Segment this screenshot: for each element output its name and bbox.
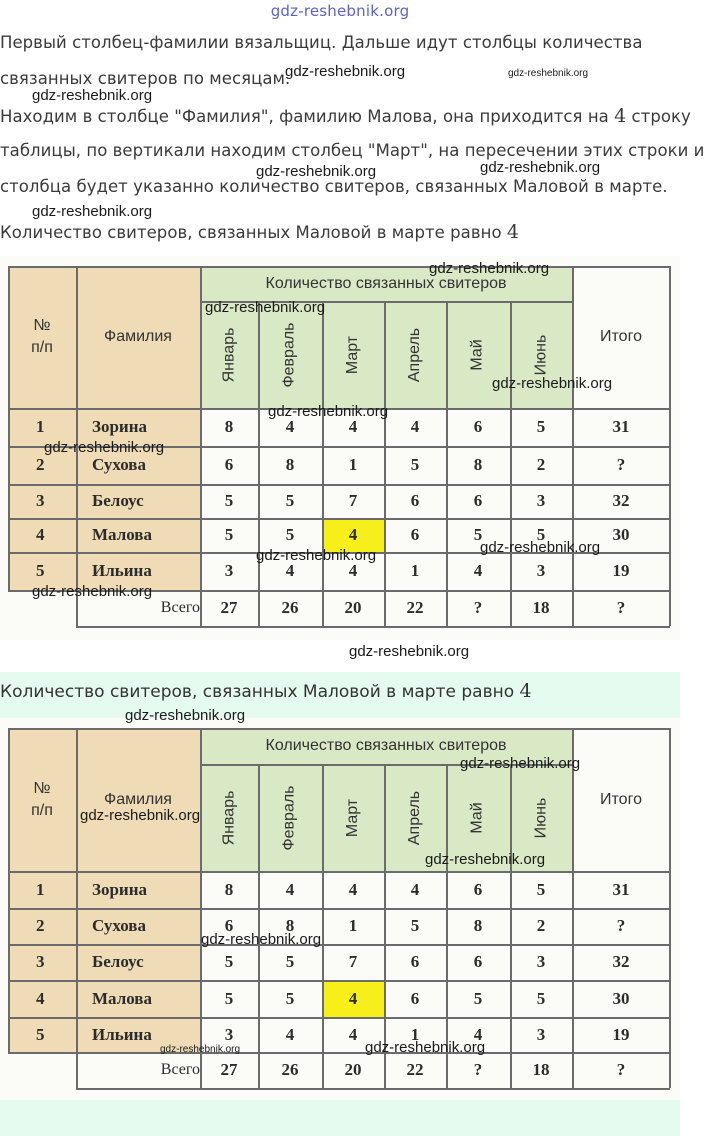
table-cell: 3 xyxy=(536,1024,546,1044)
paragraph-line-1: Первый столбец-фамилии вязальщиц. Дальше идут столбцы количества xyxy=(0,33,643,52)
table-cell: 7 xyxy=(348,491,358,510)
table-cell: 4 xyxy=(348,1024,358,1044)
header-group: Количество связанных свитеров xyxy=(265,274,507,292)
watermark: gdz-reshebnik.org xyxy=(256,547,377,564)
footer-cell: 22 xyxy=(406,1060,424,1079)
row-surname: Зорина xyxy=(92,879,148,899)
watermark: gdz-reshebnik.org xyxy=(480,539,601,556)
header-month-3 xyxy=(322,764,384,871)
watermark: gdz-reshebnik.org xyxy=(32,203,153,220)
header-surname: Фамилия xyxy=(104,328,172,345)
grid-line xyxy=(258,764,260,1088)
footer-total: ? xyxy=(616,1060,626,1079)
row-number: 5 xyxy=(36,1024,45,1044)
table-cell: 4 xyxy=(473,1024,483,1044)
footer-cell: 26 xyxy=(281,598,299,617)
table-cell: 8 xyxy=(224,417,234,436)
grid-line xyxy=(8,484,670,486)
answer-text: Количество свитеров, связанных Маловой в марте равно 4 xyxy=(0,680,532,702)
table-cell: 4 xyxy=(348,879,358,899)
row-surname: Ильина xyxy=(92,561,152,580)
watermark: gdz-reshebnik.org xyxy=(508,68,589,79)
grid-line xyxy=(200,266,202,626)
grid-line xyxy=(8,728,10,1052)
row-total: 19 xyxy=(612,561,630,580)
month-label: Февраль xyxy=(281,321,298,388)
paragraph-line-6: Количество свитеров, связанных Маловой в марте равно 4 xyxy=(0,221,520,243)
watermark: gdz-reshebnik.org xyxy=(268,403,389,420)
table-cell: 6 xyxy=(473,952,483,971)
table-cell: 6 xyxy=(224,455,234,474)
watermark: gdz-reshebnik.org xyxy=(425,851,546,868)
watermark: gdz-reshebnik.org xyxy=(160,1044,241,1055)
table-cell: 6 xyxy=(224,916,234,935)
table-cell: 8 xyxy=(473,916,483,935)
grid-line xyxy=(669,266,671,626)
grid-line xyxy=(76,1088,670,1090)
table-cell: 4 xyxy=(285,879,295,899)
watermark: gdz-reshebnik.org xyxy=(429,260,550,277)
table-cell: 5 xyxy=(410,916,420,935)
table-cell: 4 xyxy=(348,561,358,580)
header-number: № п/п xyxy=(31,779,53,819)
grid-line xyxy=(8,871,670,873)
grid-line xyxy=(572,266,574,626)
table-cell: 6 xyxy=(473,417,483,436)
table-cell: 4 xyxy=(410,879,420,899)
sweaters-table-2 xyxy=(0,718,680,1100)
table-cell: 4 xyxy=(348,988,358,1008)
footer-cell: 18 xyxy=(532,1060,550,1079)
month-label: Май xyxy=(469,801,486,834)
row-total: 32 xyxy=(612,491,630,510)
watermark: gdz-reshebnik.org xyxy=(365,1039,486,1056)
answer-bar xyxy=(0,672,680,712)
table-cell: 8 xyxy=(473,455,483,474)
month-label: Март xyxy=(344,798,361,837)
header-total: Итого xyxy=(600,790,642,808)
grid-line xyxy=(669,728,671,1088)
watermark: gdz-reshebnik.org xyxy=(492,375,613,392)
grid-line xyxy=(76,728,78,1088)
table-cell: 4 xyxy=(285,561,295,580)
grid-line xyxy=(8,266,670,268)
table-cell: 2 xyxy=(536,916,546,935)
row-surname: Ильина xyxy=(92,1024,152,1044)
table-cell: 4 xyxy=(410,417,420,436)
grid-line xyxy=(8,518,670,520)
table-cell: 6 xyxy=(410,952,420,971)
table-cell: 3 xyxy=(224,561,234,580)
header-group: Количество связанных свитеров xyxy=(265,737,507,754)
header-surname: Фамилия xyxy=(104,790,172,808)
footer-cell: 22 xyxy=(406,598,424,617)
watermark: gdz-reshebnik.org xyxy=(201,931,322,948)
watermark: gdz-reshebnik.org xyxy=(256,163,377,180)
header-month-3 xyxy=(322,301,384,408)
table-cell: 1 xyxy=(410,561,420,580)
grid-line xyxy=(76,626,670,628)
row-total: 19 xyxy=(612,1024,630,1044)
row-surname: Белоус xyxy=(92,491,144,510)
table-cell: 5 xyxy=(536,879,546,899)
table-cell: 2 xyxy=(536,455,546,474)
month-label: Июнь xyxy=(531,334,549,375)
table-cell: 1 xyxy=(348,455,358,474)
watermark: gdz-reshebnik.org xyxy=(80,807,201,824)
table-cell: 5 xyxy=(473,988,483,1008)
footer-label: Всего xyxy=(160,1061,200,1078)
table-cell: 5 xyxy=(224,525,234,544)
table-cell: 3 xyxy=(536,952,546,971)
month-label: Январь xyxy=(220,790,237,845)
footer-cell: 20 xyxy=(344,1060,362,1079)
row-number: 1 xyxy=(36,417,45,436)
row-number: 4 xyxy=(36,988,45,1008)
header-month-1 xyxy=(200,764,258,871)
footer-cell: 26 xyxy=(281,1060,299,1079)
table-cell: 8 xyxy=(224,879,234,899)
table-cell: 4 xyxy=(285,417,295,436)
row-number: 1 xyxy=(36,879,45,899)
grid-line xyxy=(322,301,324,626)
row-total: ? xyxy=(616,455,626,474)
month-label: Май xyxy=(469,338,486,371)
paragraph-line-3: Находим в столбце "Фамилия", фамилию Малова, она приходится на 4 строку xyxy=(0,105,691,127)
row-surname: Белоус xyxy=(92,952,144,971)
grid-line xyxy=(510,301,512,626)
row-number: 3 xyxy=(36,952,45,971)
row-total: ? xyxy=(616,916,626,935)
grid-line xyxy=(200,728,202,1088)
table-cell: 3 xyxy=(224,1024,234,1044)
header-total: Итого xyxy=(600,328,642,345)
watermark: gdz-reshebnik.org xyxy=(125,707,246,724)
table-cell: 6 xyxy=(410,525,420,544)
table-cell: 5 xyxy=(285,491,295,510)
table-cell: 5 xyxy=(224,491,234,510)
footer-cell: 18 xyxy=(532,598,550,617)
table-cell: 5 xyxy=(285,952,295,971)
grid-line xyxy=(322,764,324,1088)
row-surname: Малова xyxy=(92,525,152,544)
table-cell: 4 xyxy=(285,1024,295,1044)
table-cell: 6 xyxy=(473,491,483,510)
table-cell: 8 xyxy=(285,916,295,935)
footer-cell: ? xyxy=(473,1060,483,1079)
grid-line xyxy=(8,908,670,910)
table-cell: 5 xyxy=(285,525,295,544)
watermark: gdz-reshebnik.org xyxy=(285,63,406,80)
row-total: 31 xyxy=(612,879,630,899)
row-number: 3 xyxy=(36,491,45,510)
footer-cell: 27 xyxy=(220,1060,238,1079)
grid-line xyxy=(258,301,260,626)
table-cell: 1 xyxy=(410,1024,420,1044)
row-total: 31 xyxy=(612,417,630,436)
table-cell: 5 xyxy=(473,525,483,544)
row-surname: Малова xyxy=(92,988,152,1008)
table-cell: 6 xyxy=(410,988,420,1008)
footer-cell: 27 xyxy=(220,598,238,617)
watermark: gdz-reshebnik.org xyxy=(349,643,470,660)
footer-label: Всего xyxy=(160,599,200,616)
row-total: 32 xyxy=(612,952,630,971)
table-cell: 6 xyxy=(410,491,420,510)
row-surname: Сухова xyxy=(92,455,146,474)
header-month-4 xyxy=(384,301,446,408)
paragraph-line-4: таблицы, по вертикали находим столбец "Март", на пересечении этих строки и xyxy=(0,141,704,160)
footer-total: ? xyxy=(616,598,626,617)
paragraph-line-5: столбца будет указанно количество свитеров, связанных Маловой в марте. xyxy=(0,177,668,196)
header-month-2 xyxy=(258,301,322,408)
row-total: 30 xyxy=(612,988,630,1008)
paragraph-line-2: связанных свитеров по месяцам. xyxy=(0,69,291,88)
header-month-2 xyxy=(258,764,322,871)
table-cell: 5 xyxy=(224,988,234,1008)
table-cell: 8 xyxy=(285,455,295,474)
watermark: gdz-reshebnik.org xyxy=(44,439,165,456)
table-cell: 5 xyxy=(536,525,546,544)
row-surname: Сухова xyxy=(92,916,146,935)
grid-line xyxy=(8,266,10,590)
table-cell: 4 xyxy=(473,561,483,580)
table-cell: 5 xyxy=(285,988,295,1008)
watermark: gdz-reshebnik.org xyxy=(32,583,153,600)
table-cell: 5 xyxy=(536,988,546,1008)
row-total: 30 xyxy=(612,525,630,544)
grid-line xyxy=(8,1052,670,1054)
table-cell: 3 xyxy=(536,491,546,510)
watermark: gdz-reshebnik.org xyxy=(32,87,153,104)
header-number: № п/п xyxy=(31,317,53,356)
grid-line xyxy=(446,301,448,626)
table-cell: 3 xyxy=(536,561,546,580)
header-month-1 xyxy=(200,301,258,408)
row-number: 2 xyxy=(36,916,45,935)
footer-cell: ? xyxy=(473,598,483,617)
table-cell: 7 xyxy=(348,952,358,971)
table-cell: 6 xyxy=(473,879,483,899)
month-label: Март xyxy=(344,335,361,374)
grid-line xyxy=(572,728,574,1088)
table-cell: 5 xyxy=(410,455,420,474)
row-surname: Зорина xyxy=(92,417,148,436)
month-label: Февраль xyxy=(281,784,298,851)
grid-line xyxy=(8,944,670,946)
month-label: Апрель xyxy=(406,790,423,845)
grid-line xyxy=(510,764,512,1088)
table-cell: 5 xyxy=(536,417,546,436)
watermark: gdz-reshebnik.org xyxy=(205,299,326,316)
table-cell: 4 xyxy=(348,525,358,544)
table-cell: 4 xyxy=(348,417,358,436)
grid-line xyxy=(8,1017,670,1019)
footer-cell: 20 xyxy=(344,598,362,617)
month-label: Апрель xyxy=(406,327,423,382)
site-title[interactable]: gdz-reshebnik.org xyxy=(270,2,410,20)
row-number: 5 xyxy=(36,561,45,580)
watermark: gdz-reshebnik.org xyxy=(480,159,601,176)
grid-line xyxy=(8,728,670,730)
month-label: Январь xyxy=(220,327,237,382)
table-cell: 5 xyxy=(224,952,234,971)
row-number: 4 xyxy=(36,525,45,544)
row-number: 2 xyxy=(36,455,45,474)
month-label: Июнь xyxy=(531,797,549,838)
table-cell: 1 xyxy=(348,916,358,935)
grid-line xyxy=(8,980,670,982)
watermark: gdz-reshebnik.org xyxy=(460,755,581,772)
grid-line xyxy=(384,301,386,626)
